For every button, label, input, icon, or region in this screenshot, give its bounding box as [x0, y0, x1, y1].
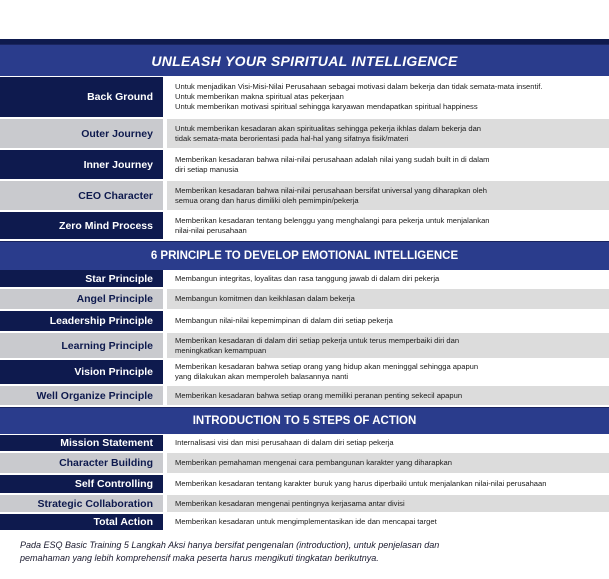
desc-line: Memberikan kesadaran untuk mengimplementasikan ide dan mencapai target	[175, 517, 437, 526]
desc-line: Membangun nilai-nilai kepemimpinan di dalam diri setiap pekerja	[175, 316, 393, 325]
table-row	[0, 181, 609, 210]
footer-note	[20, 539, 600, 565]
desc-line: meningkatkan kemampuan	[175, 345, 267, 355]
row-description	[167, 150, 609, 179]
row-description	[167, 386, 609, 405]
row-label: Strategic Collaboration	[0, 495, 163, 512]
row-description	[167, 453, 609, 473]
row-description	[167, 77, 609, 117]
desc-line: Memberikan kesadaran bahwa nilai-nilai perusahaan adalah nilai yang sudah built in di dalam	[175, 154, 490, 164]
desc-line: Internalisasi visi dan misi perusahaan di dalam diri setiap pekerja	[175, 438, 394, 447]
desc-line: Memberikan kesadaran bahwa setiap orang memiliki peranan penting sekecil apapun	[175, 390, 463, 400]
row-label: Well Organize Principle	[0, 386, 163, 405]
table-row	[0, 360, 609, 384]
section-title-action	[0, 407, 609, 434]
row-label: Vision Principle	[0, 360, 163, 384]
desc-line: Memberikan pemahaman mengenai cara pembangunan karakter yang diharapkan	[175, 458, 452, 467]
desc-line: Memberikan kesadaran tentang belenggu yang menghalangi para pekerja untuk menjalankan	[175, 215, 490, 225]
desc-line: Membangun integritas, loyalitas dan rasa tanggung jawab di dalam diri pekerja	[175, 273, 440, 283]
desc-line: Membangun komitmen dan keikhlasan dalam bekerja	[175, 294, 355, 303]
desc-line: yang dilakukan akan memperoleh balasannya nanti	[175, 372, 349, 381]
desc-line: Memberikan kesadaran di dalam diri setiap pekerja untuk terus memperbaiki diri dan	[175, 335, 460, 345]
desc-line: diri setiap manusia	[175, 164, 239, 174]
table-row	[0, 77, 609, 117]
top-band	[0, 0, 609, 39]
row-label: Angel Principle	[0, 289, 163, 309]
row-label: Star Principle	[0, 270, 163, 287]
row-label: CEO Character	[0, 181, 163, 210]
row-label: Learning Principle	[0, 333, 163, 358]
section-title-text: INTRODUCTION TO 5 STEPS OF ACTION	[192, 415, 417, 427]
desc-line: Untuk memberikan makna spiritual atas pekerjaan	[175, 92, 344, 101]
row-description	[167, 333, 609, 358]
section-title-text: UNLEASH YOUR SPIRITUAL INTELLIGENCE	[151, 52, 458, 69]
section-title-text: 6 PRINCIPLE TO DEVELOP EMOTIONAL INTELLIGENCE	[150, 250, 459, 262]
table-row	[0, 475, 609, 493]
table-row	[0, 311, 609, 331]
desc-line: Memberikan kesadaran bahwa nilai-nilai perusahaan bersifat universal yang diharapkan oleh	[175, 185, 487, 195]
table-row	[0, 333, 609, 358]
row-label: Inner Journey	[0, 150, 163, 179]
row-description	[167, 270, 609, 287]
row-label: Leadership Principle	[0, 311, 163, 331]
desc-line: Untuk memberikan motivasi spiritual sehingga karyawan mendapatkan spiritual happiness	[175, 102, 478, 111]
row-label: Self Controlling	[0, 475, 163, 493]
table-row	[0, 150, 609, 179]
row-description	[167, 212, 609, 239]
row-label: Zero Mind Process	[0, 212, 163, 239]
row-description	[167, 289, 609, 309]
table-row	[0, 514, 609, 530]
table-row	[0, 212, 609, 239]
table-row	[0, 119, 609, 148]
row-description	[167, 360, 609, 384]
row-label: Outer Journey	[0, 119, 163, 148]
row-label: Mission Statement	[0, 435, 163, 451]
desc-line: Untuk memberikan kesadaran akan spiritualitas sehingga pekerja ikhlas dalam bekerja dan	[175, 123, 482, 133]
row-description	[167, 475, 609, 493]
section-title-spiritual	[0, 44, 609, 76]
desc-line: tidak semata-mata berorientasi pada hal-hal yang sifatnya fisik/materi	[175, 133, 409, 143]
footer-line: pemahaman yang lebih komprehensif maka peserta harus mengikuti tingkatan berikutnya.	[20, 553, 379, 563]
desc-line: semua orang dan harus dimiliki oleh pemimpin/pekerja	[175, 195, 359, 205]
row-label: Character Building	[0, 453, 163, 473]
table-row	[0, 495, 609, 512]
row-description	[167, 495, 609, 512]
section-title-emotional	[0, 241, 609, 270]
desc-line: Memberikan kesadaran mengenai pentingnya kerjasama antar divisi	[175, 498, 405, 508]
desc-line: Untuk menjadikan Visi-Misi-Nilai Perusahaan sebagai motivasi dalam bekerja dan tidak semata-mata insentif.	[175, 82, 543, 91]
table-row	[0, 386, 609, 405]
table-row	[0, 453, 609, 473]
row-label: Back Ground	[0, 77, 163, 117]
footer-line: Pada ESQ Basic Training 5 Langkah Aksi hanya bersifat pengenalan (introduction), untuk penjelasan dan	[20, 540, 440, 550]
desc-line: Memberikan kesadaran tentang karakter buruk yang harus diperbaiki untuk menjalankan nilai-nilai perusahaan	[175, 479, 547, 488]
row-label: Total Action	[0, 514, 163, 530]
table-row	[0, 270, 609, 287]
desc-line: nilai-nilai perusahaan	[175, 225, 247, 235]
desc-line: Memberikan kesadaran bahwa setiap orang yang hidup akan meninggal sehingga apapun	[175, 362, 479, 371]
table-row	[0, 435, 609, 451]
row-description	[167, 514, 609, 530]
row-description	[167, 181, 609, 210]
row-description	[167, 435, 609, 451]
row-description	[167, 311, 609, 331]
table-row	[0, 289, 609, 309]
row-description	[167, 119, 609, 148]
